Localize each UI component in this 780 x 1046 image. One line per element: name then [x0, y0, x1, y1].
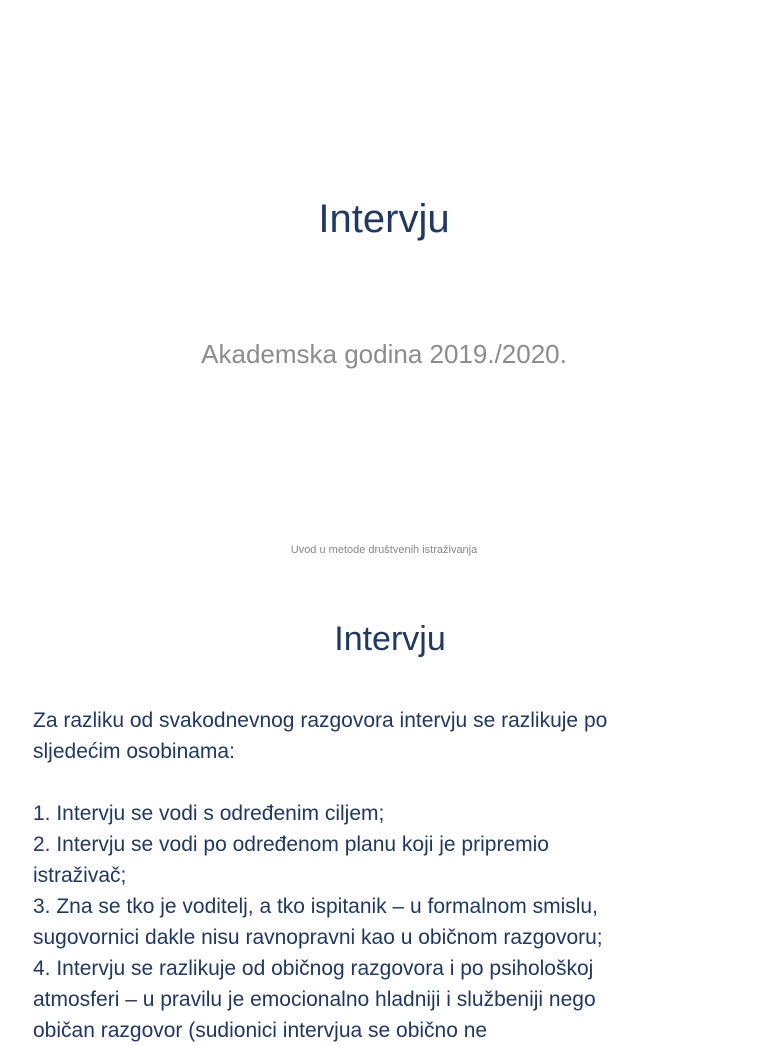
- list-line: 4. Intervju se razlikuje od običnog razgovora i po psihološkoj: [33, 957, 594, 980]
- list-line: atmosferi – u pravilu je emocionalno hladniji i službeniji nego: [33, 988, 596, 1011]
- blank-line: [33, 767, 733, 798]
- list-line: 2. Intervju se vodi po određenom planu koji je pripremio: [33, 833, 549, 856]
- list-line: istraživač;: [33, 864, 127, 887]
- list-line: običan razgovor (sudionici intervjua se obično ne: [33, 1019, 488, 1042]
- slide-2-body: [33, 705, 733, 1046]
- list-line: sugovornici dakle nisu ravnopravni kao u običnom razgovoru;: [33, 926, 603, 949]
- body-line: Za razliku od svakodnevnog razgovora intervju se razlikuje po: [33, 709, 608, 732]
- slide-1-footer: Uvod u metode društvenih istraživanja: [290, 544, 478, 556]
- slide-1-title: Intervju: [318, 197, 450, 241]
- list-line: 3. Zna se tko je voditelj, a tko ispitanik – u formalnom smislu,: [33, 895, 598, 918]
- slide-2-title: Intervju: [334, 620, 446, 658]
- list-line: 1. Intervju se vodi s određenim ciljem;: [33, 802, 385, 825]
- body-line: sljedećim osobinama:: [33, 740, 235, 763]
- slide-1-subtitle: Akademska godina 2019./2020.: [201, 339, 567, 369]
